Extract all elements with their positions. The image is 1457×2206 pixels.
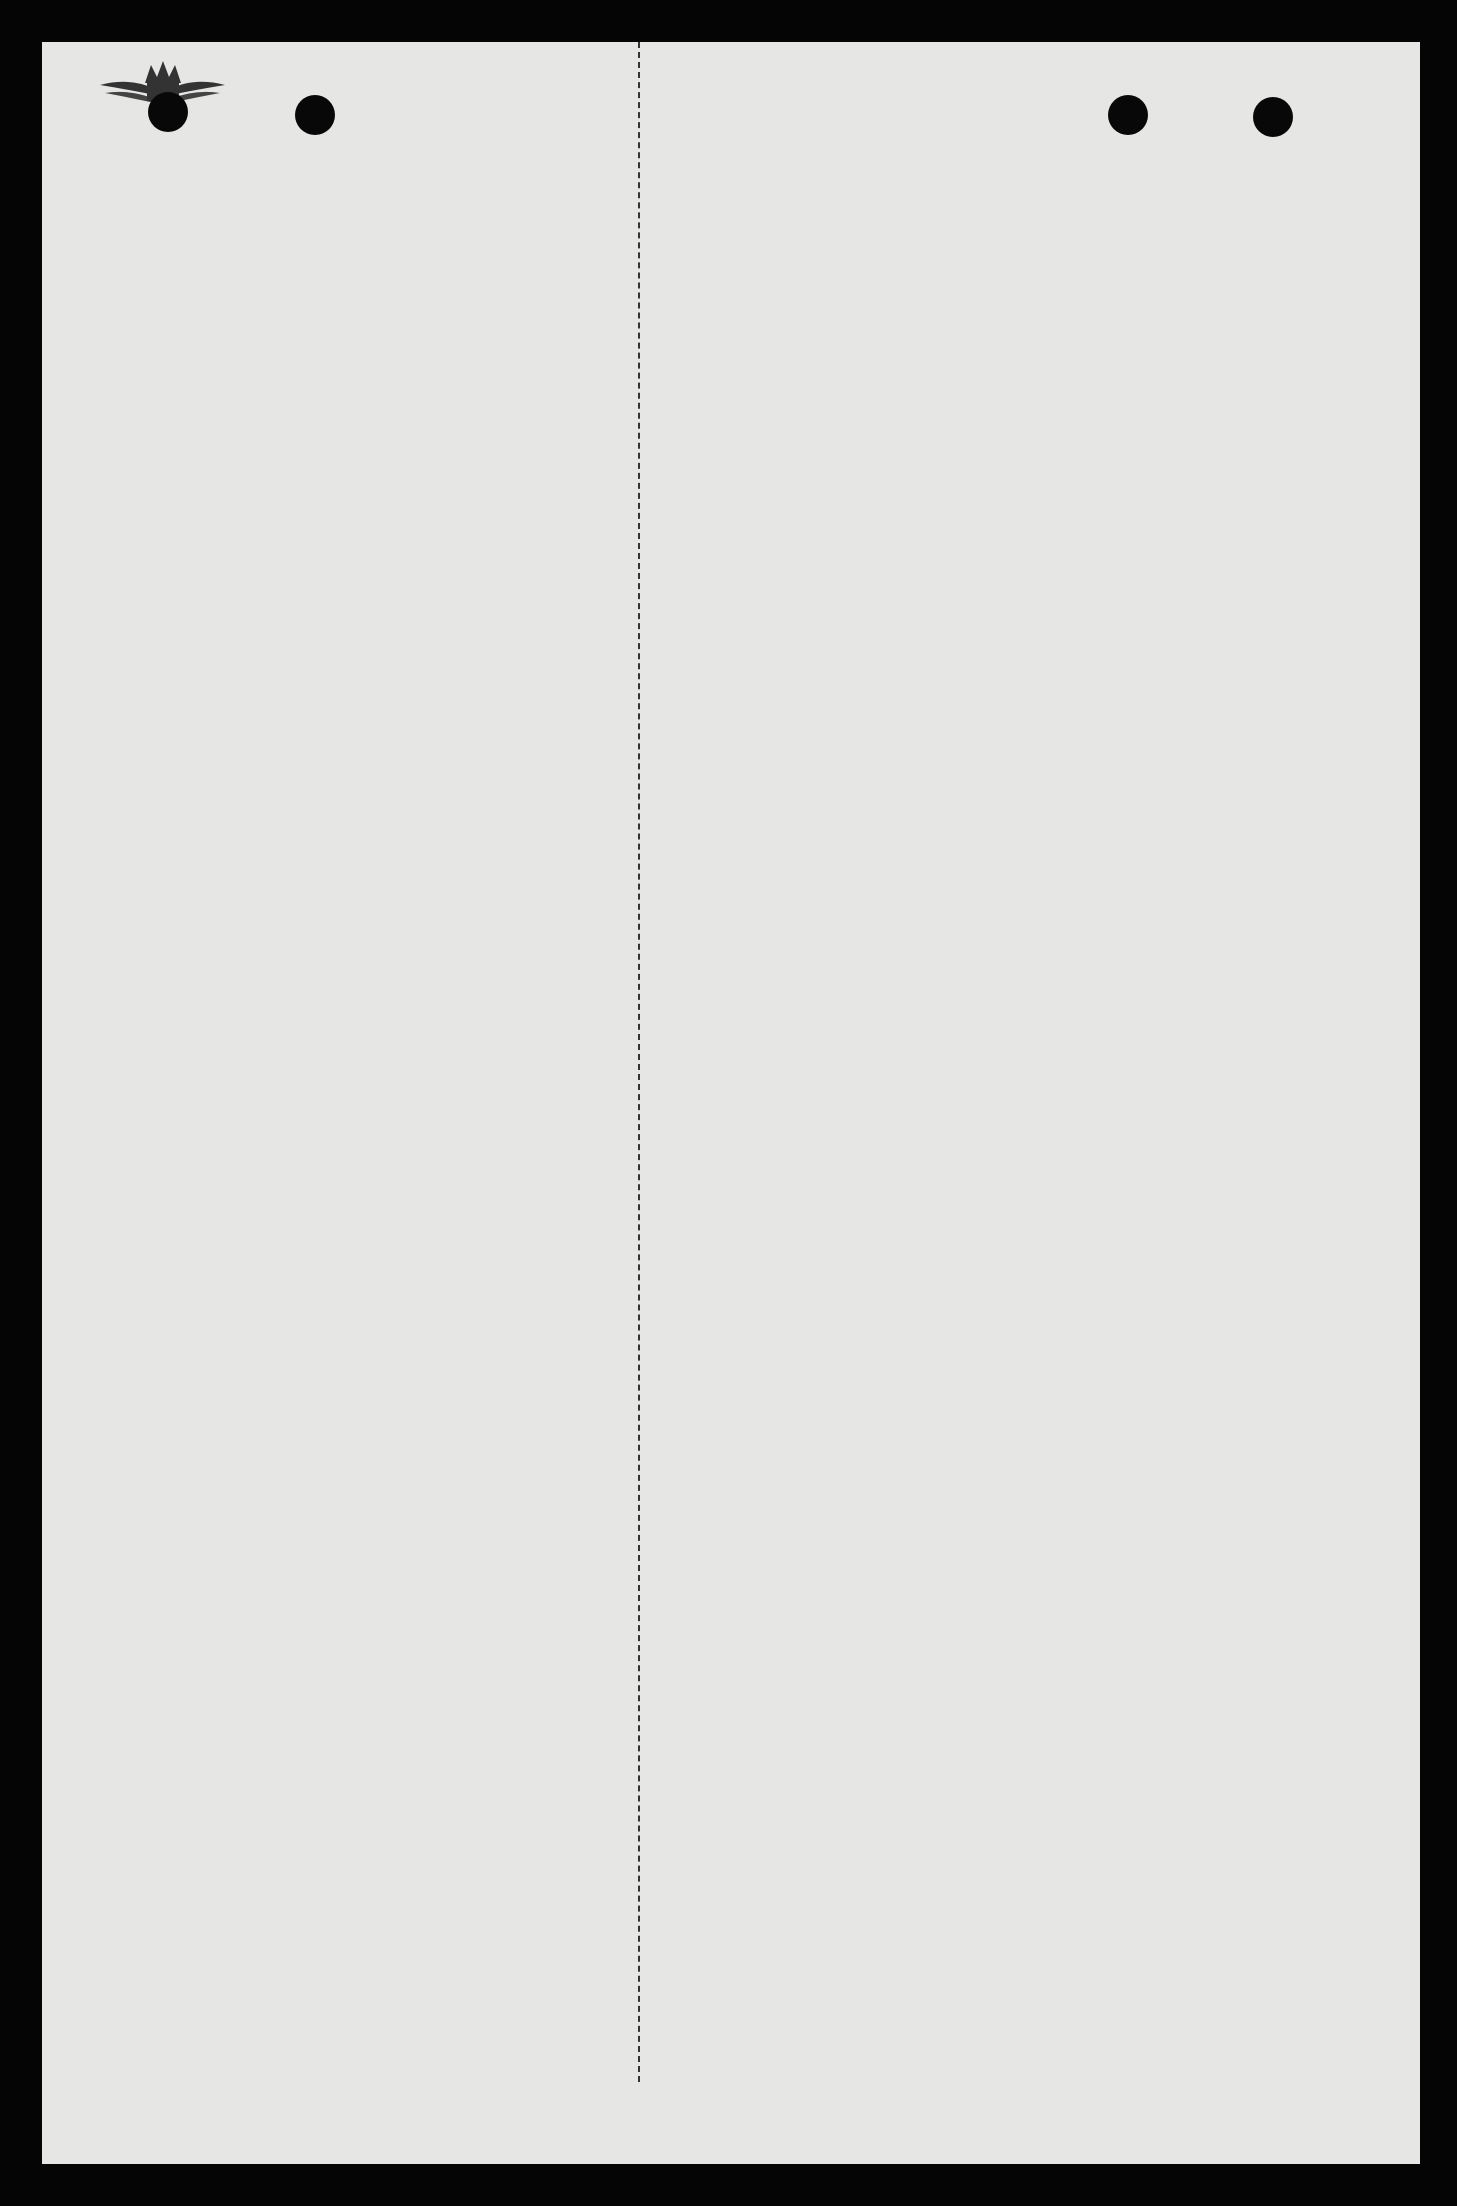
punch-hole <box>148 92 188 132</box>
perforation-line <box>638 42 640 2082</box>
punch-hole <box>1108 95 1148 135</box>
punch-hole <box>1253 97 1293 137</box>
punch-hole <box>295 95 335 135</box>
manifest-sheet <box>42 42 1420 2164</box>
